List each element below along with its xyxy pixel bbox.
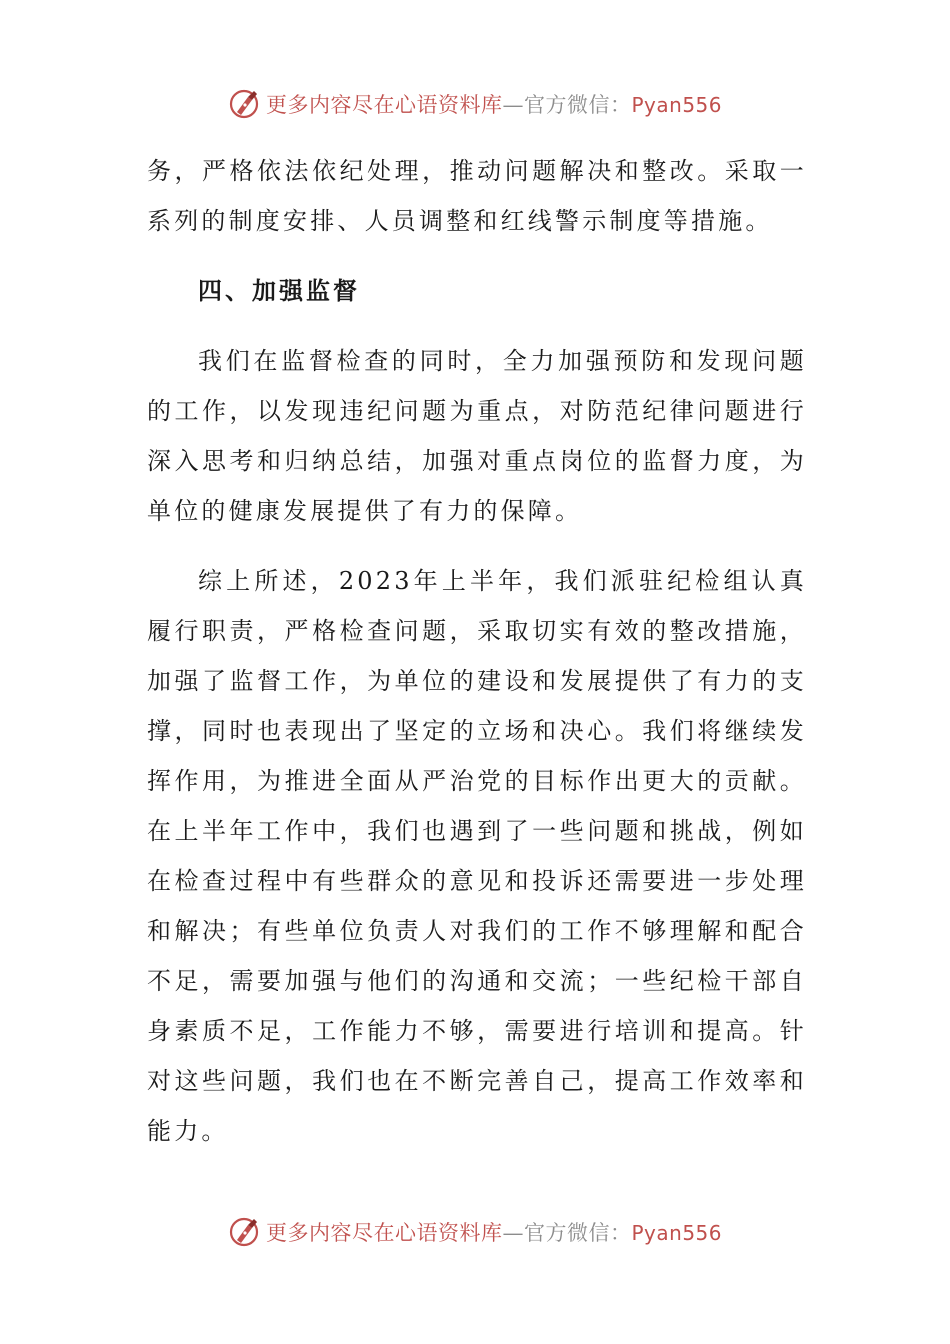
footer-banner-wechat-id: Pyan556	[631, 1221, 722, 1245]
document-body	[147, 146, 807, 1156]
footer-banner-title: 更多内容尽在心语资料库	[265, 1221, 503, 1245]
header-banner-title: 更多内容尽在心语资料库	[265, 93, 503, 117]
pen-nib-logo-icon	[228, 87, 262, 121]
footer-banner	[0, 1212, 950, 1252]
footer-banner-separator: —	[502, 1221, 524, 1245]
pen-nib-logo-icon	[228, 1215, 262, 1249]
paragraph-summary: 综上所述，2023年上半年，我们派驻纪检组认真履行职责，严格检查问题，采取切实有效的整改措施，加强了监督工作，为单位的建设和发展提供了有力的支撑，同时也表现出了坚定的立场和决心。我们将继续发挥作用，为推进全面从严治党的目标作出更大的贡献。在上半年工作中，我们也遇到了一些问题和挑战，例如在检查过程中有些群众的意见和投诉还需要进一步处理和解决；有些单位负责人对我们的工作不够理解和配合不足，需要加强与他们的沟通和交流；一些纪检干部自身素质不足，工作能力不够，需要进行培训和提高。针对这些问题，我们也在不断完善自己，提高工作效率和能力。	[147, 567, 807, 1145]
paragraph-supervision: 我们在监督检查的同时，全力加强预防和发现问题的工作，以发现违纪问题为重点，对防范纪律问题进行深入思考和归纳总结，加强对重点岗位的监督力度，为单位的健康发展提供了有力的保障。	[147, 347, 807, 525]
header-banner-separator: —	[502, 93, 524, 117]
header-banner	[0, 84, 950, 124]
section-heading: 四、加强监督	[198, 277, 360, 305]
footer-banner-wechat-label: 官方微信：	[523, 1221, 632, 1245]
header-banner-wechat-id: Pyan556	[631, 93, 722, 117]
header-banner-wechat-label: 官方微信：	[523, 93, 632, 117]
continued-paragraph: 务，严格依法依纪处理，推动问题解决和整改。采取一系列的制度安排、人员调整和红线警示制度等措施。	[147, 157, 807, 235]
